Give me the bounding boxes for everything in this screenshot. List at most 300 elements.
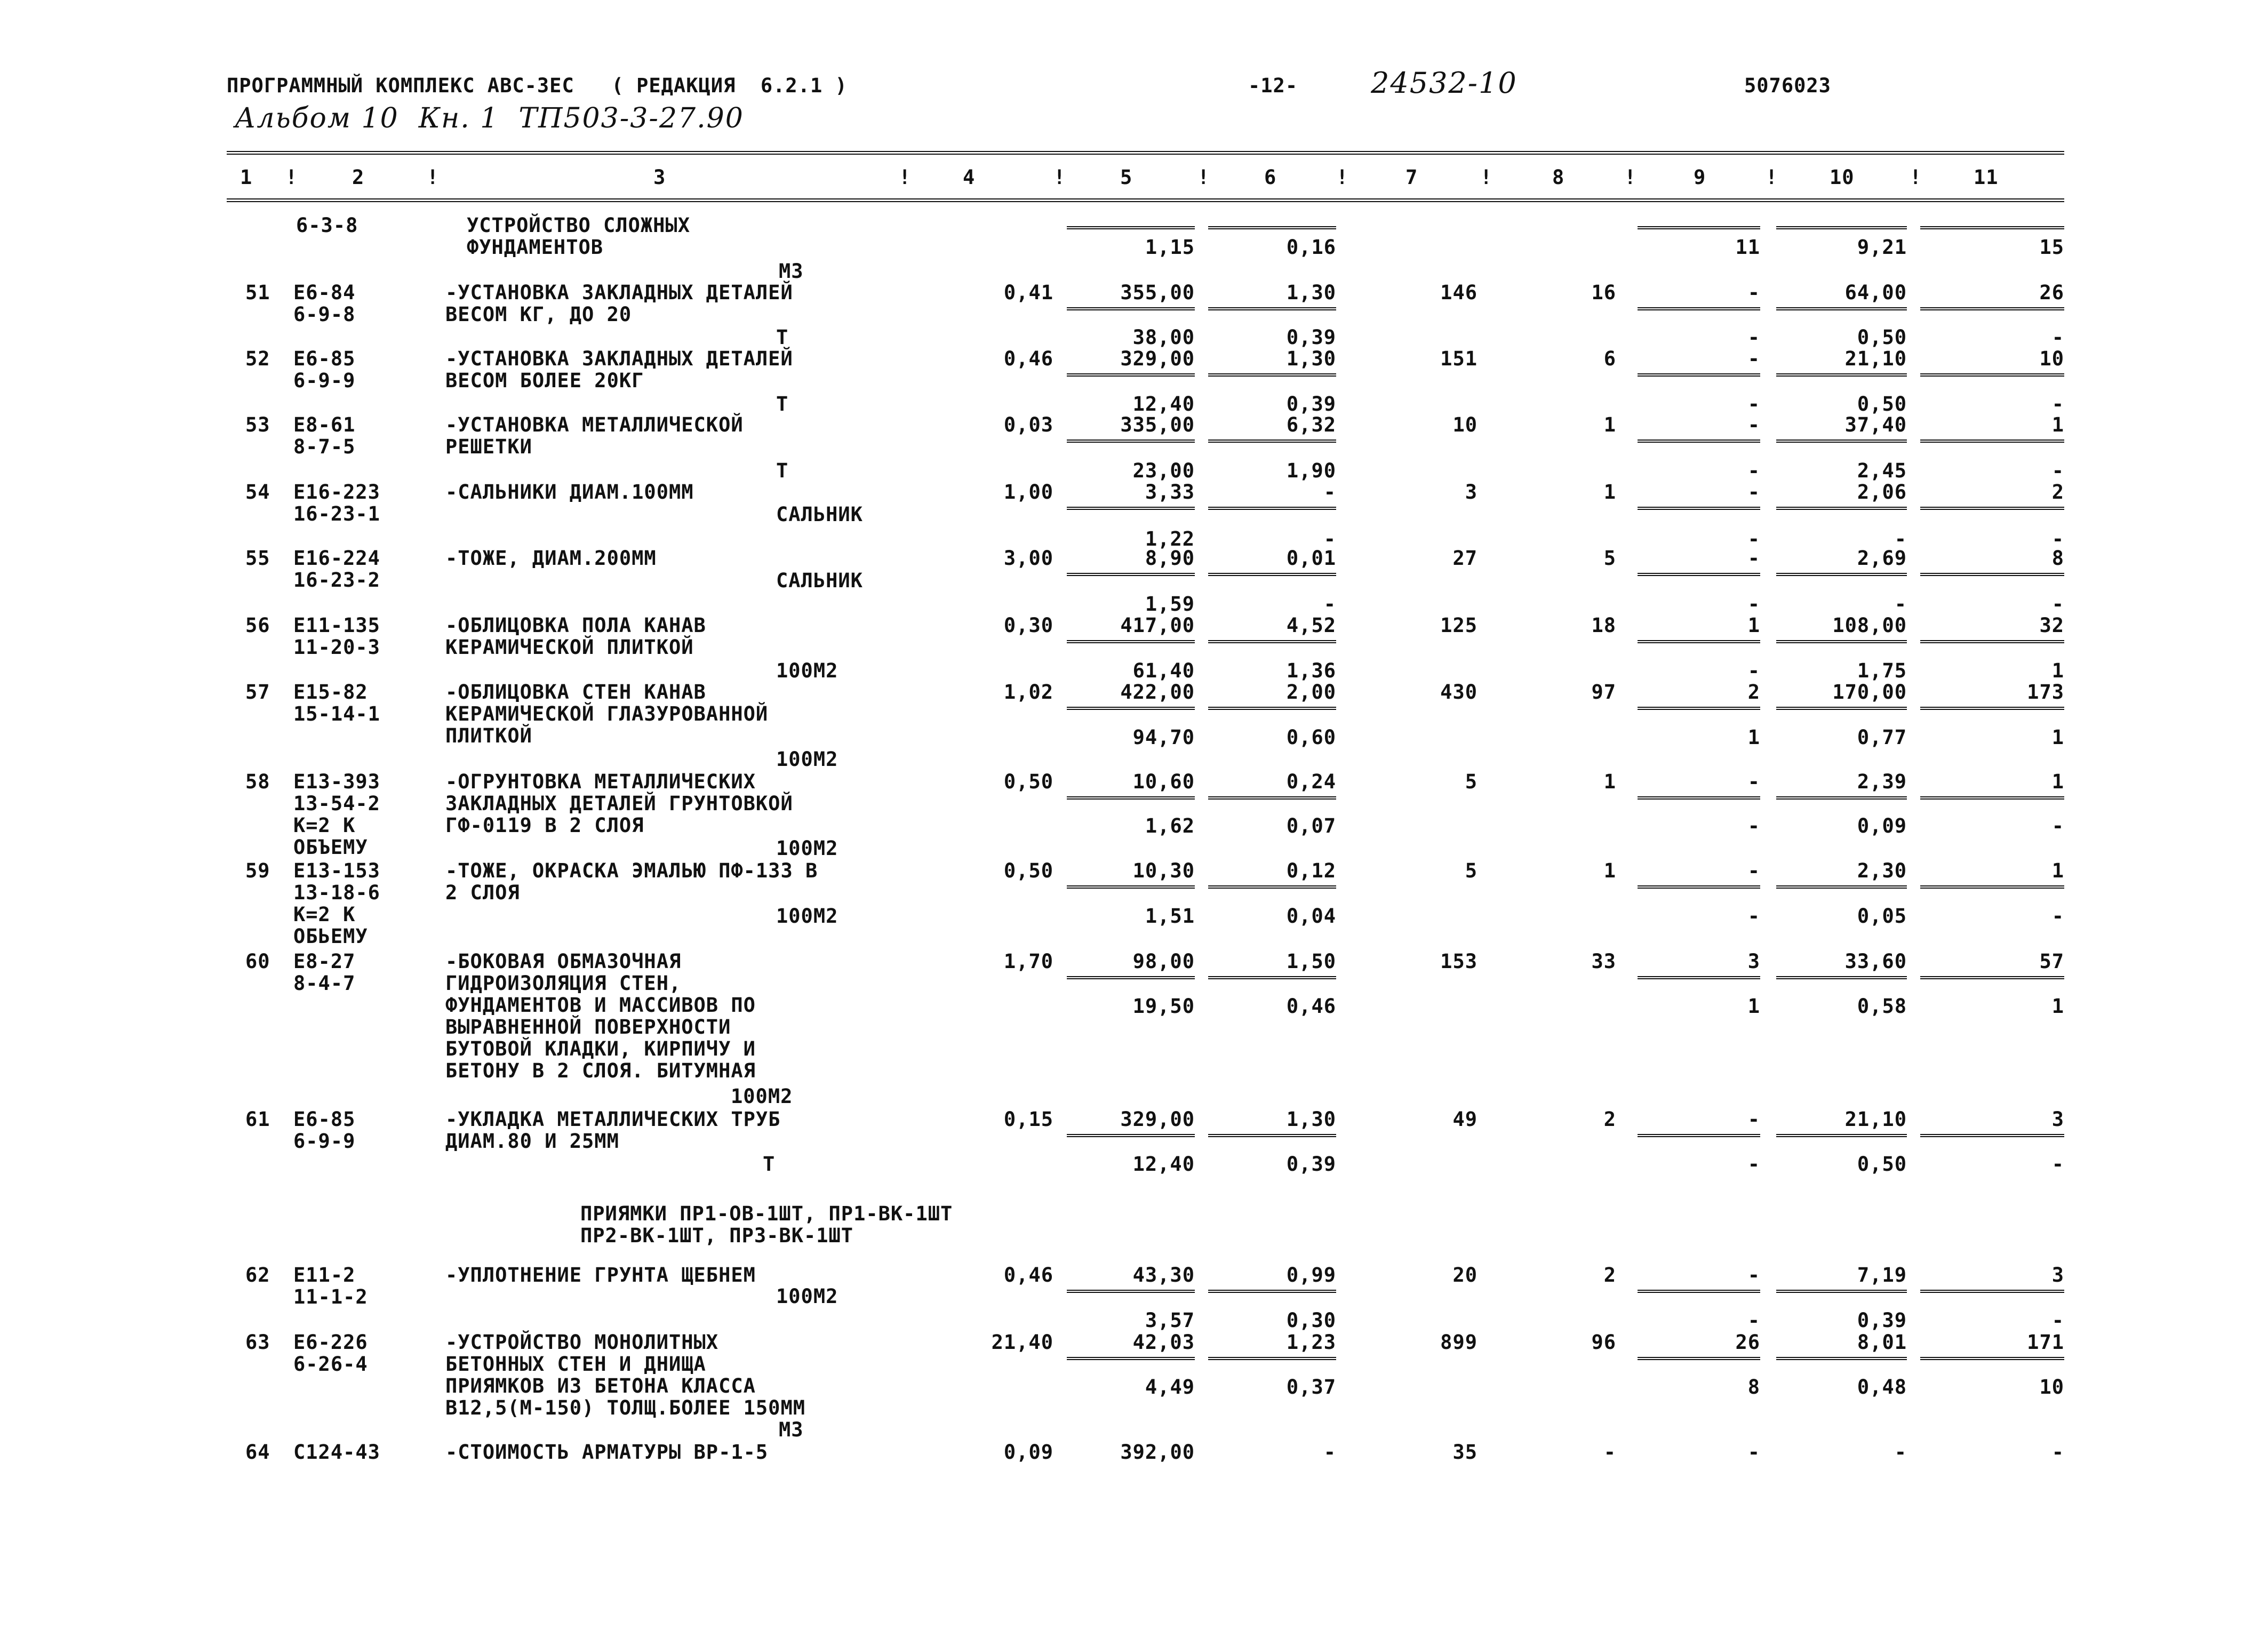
row-desc: ПРИЯМКОВ ИЗ БЕТОНА КЛАССА <box>445 1375 756 1397</box>
cell-col6: 0,01 <box>1286 547 1336 570</box>
cell-divider <box>1067 507 1195 510</box>
cell-col11: 3 <box>2051 1108 2064 1131</box>
cell-col6: 6,32 <box>1286 413 1336 436</box>
row-code: 15-14-1 <box>293 702 380 725</box>
cell-col7: 3 <box>1465 481 1478 504</box>
row-desc: КЕРАМИЧЕСКОЙ ПЛИТКОЙ <box>445 636 694 659</box>
cell-col6-b: 0,16 <box>1286 236 1336 259</box>
cell-col11-b: 1 <box>2051 726 2064 749</box>
cell-col11-b: - <box>2051 814 2064 837</box>
cell-col10: 37,40 <box>1844 413 1907 436</box>
cell-col7: 430 <box>1440 681 1478 704</box>
cell-col5: 329,00 <box>1120 1108 1195 1131</box>
cell-col8: 1 <box>1603 481 1616 504</box>
cell-col5-b: 61,40 <box>1132 659 1195 682</box>
cell-divider <box>1638 707 1760 710</box>
cell-col9: - <box>1747 1264 1760 1287</box>
row-desc: ВЕСОМ БОЛЕЕ 20КГ <box>445 369 644 392</box>
row-code: 6-9-9 <box>293 1130 356 1153</box>
cell-col4: 3,00 <box>1003 547 1053 570</box>
cell-col4: 0,46 <box>1003 1264 1053 1287</box>
cell-col10-b: 1,75 <box>1857 659 1907 682</box>
header-bottom-rule <box>227 198 2064 202</box>
cell-col5-b: 19,50 <box>1132 995 1195 1018</box>
cell-divider <box>1920 573 2064 576</box>
cell-col9: - <box>1747 547 1760 570</box>
cell-divider <box>1920 1290 2064 1293</box>
cell-col7: 146 <box>1440 281 1478 304</box>
cell-col6: 0,12 <box>1286 859 1336 882</box>
cell-col6-b: 0,37 <box>1286 1376 1336 1399</box>
cell-col4: 0,03 <box>1003 413 1053 436</box>
cell-col11-b: - <box>2051 528 2064 550</box>
cell-col10: 2,69 <box>1857 547 1907 570</box>
cell-col5: 10,30 <box>1132 859 1195 882</box>
row-code: К=2 К <box>293 903 356 926</box>
row-desc: КЕРАМИЧЕСКОЙ ГЛАЗУРОВАННОЙ <box>445 702 769 725</box>
cell-col7: 10 <box>1452 413 1478 436</box>
cell-col5: 42,03 <box>1132 1331 1195 1354</box>
cell-divider <box>1638 1134 1760 1137</box>
cell-col10-b: - <box>1894 528 1907 550</box>
cell-col5-b: 3,57 <box>1145 1309 1195 1332</box>
cell-col11: 1 <box>2051 413 2064 436</box>
row-number: 56 <box>245 614 270 637</box>
cell-col6: 1,23 <box>1286 1331 1336 1354</box>
cell-col9-b: - <box>1747 528 1760 550</box>
cell-col5-b: 4,49 <box>1145 1376 1195 1399</box>
cell-col5: 422,00 <box>1120 681 1195 704</box>
cell-col7: 153 <box>1440 950 1478 973</box>
row-unit: 100М2 <box>776 837 838 860</box>
cell-col5: 43,30 <box>1132 1264 1195 1287</box>
cell-col6: 1,50 <box>1286 950 1336 973</box>
cell-divider <box>1776 373 1907 377</box>
cell-col4: 0,30 <box>1003 614 1053 637</box>
cell-divider <box>1920 640 2064 643</box>
col-header: 7 <box>1405 166 1418 189</box>
cell-col5: 3,33 <box>1145 481 1195 504</box>
cell-col9-b: - <box>1747 326 1760 349</box>
cell-col5-b: 23,00 <box>1132 459 1195 482</box>
cell-col4: 0,15 <box>1003 1108 1053 1131</box>
row-desc: ГФ-0119 В 2 СЛОЯ <box>445 814 644 837</box>
cell-col10: 2,06 <box>1857 481 1907 504</box>
col-header: 1 <box>240 166 253 189</box>
cell-col9-b: - <box>1747 393 1760 416</box>
col-header: 5 <box>1120 166 1133 189</box>
row-code: 6-3-8 <box>296 214 358 237</box>
col-header: 4 <box>963 166 976 189</box>
row-desc: ФУНДАМЕНТОВ И МАССИВОВ ПО <box>445 994 756 1017</box>
cell-col8: 18 <box>1591 614 1616 637</box>
col-header: 6 <box>1264 166 1277 189</box>
cell-col9: 26 <box>1735 1331 1760 1354</box>
cell-col7: 5 <box>1465 859 1478 882</box>
cell-divider <box>1067 1290 1195 1293</box>
cell-divider <box>1208 796 1336 800</box>
cell-divider <box>1067 796 1195 800</box>
row-desc: -УКЛАДКА МЕТАЛЛИЧЕСКИХ ТРУБ <box>445 1108 781 1131</box>
cell-col8: 2 <box>1603 1108 1616 1131</box>
cell-divider <box>1638 976 1760 979</box>
cell-col10: 21,10 <box>1844 1108 1907 1131</box>
cell-col10: 21,10 <box>1844 347 1907 370</box>
cell-divider <box>1638 373 1760 377</box>
row-code: С124-43 <box>293 1441 380 1464</box>
cell-divider <box>1638 507 1760 510</box>
row-code: Е15-82 <box>293 681 368 704</box>
col-header: 10 <box>1830 166 1855 189</box>
cell-col9-b: - <box>1747 1309 1760 1332</box>
row-unit: 100М2 <box>731 1085 793 1108</box>
cell-col5: 417,00 <box>1120 614 1195 637</box>
row-desc: ДИАМ.80 И 25ММ <box>445 1130 619 1153</box>
cell-col10-b: 0,77 <box>1857 726 1907 749</box>
col-header: 2 <box>352 166 365 189</box>
cell-col6-b: - <box>1323 528 1336 550</box>
row-desc: -ОБЛИЦОВКА СТЕН КАНАВ <box>445 681 706 704</box>
cell-col9-b: - <box>1747 1153 1760 1176</box>
row-unit: М3 <box>779 260 804 283</box>
cell-col5-b: 94,70 <box>1132 726 1195 749</box>
cell-col5: 10,60 <box>1132 770 1195 793</box>
row-desc: БЕТОНУ В 2 СЛОЯ. БИТУМНАЯ <box>445 1059 756 1082</box>
cell-col8: - <box>1603 1441 1616 1464</box>
cell-divider <box>1776 1357 1907 1360</box>
row-code: Е6-85 <box>293 347 356 370</box>
document-number: 24532-10 <box>1371 66 1518 100</box>
cell-col9-b: - <box>1747 459 1760 482</box>
cell-col11: - <box>2051 1441 2064 1464</box>
row-desc: РЕШЕТКИ <box>445 435 532 458</box>
row-code: 8-7-5 <box>293 435 356 458</box>
cell-divider <box>1776 573 1907 576</box>
cell-col11: 2 <box>2051 481 2064 504</box>
cell-divider <box>1208 885 1336 889</box>
cell-col9: 3 <box>1747 950 1760 973</box>
cell-col10: 64,00 <box>1844 281 1907 304</box>
row-desc: -УСТАНОВКА МЕТАЛЛИЧЕСКОЙ <box>445 413 744 436</box>
cell-col11-b: - <box>2051 459 2064 482</box>
row-desc: ВЕСОМ КГ, ДО 20 <box>445 303 632 326</box>
row-desc: ГИДРОИЗОЛЯЦИЯ СТЕН, <box>445 972 682 995</box>
cell-col10-b: 0,50 <box>1857 326 1907 349</box>
cell-col11-b: 15 <box>2039 236 2064 259</box>
cell-divider <box>1920 1134 2064 1137</box>
cell-col9: - <box>1747 859 1760 882</box>
cell-col9: - <box>1747 1108 1760 1131</box>
row-code: 16-23-1 <box>293 502 380 525</box>
cell-col11: 8 <box>2051 547 2064 570</box>
col-header: 3 <box>653 166 666 189</box>
col-header: 11 <box>1974 166 1999 189</box>
cell-col5: 335,00 <box>1120 413 1195 436</box>
cell-divider <box>1208 640 1336 643</box>
cell-divider <box>1208 1357 1336 1360</box>
cell-col10-b: 0,58 <box>1857 995 1907 1018</box>
cell-divider <box>1208 707 1336 710</box>
cell-col5: 8,90 <box>1145 547 1195 570</box>
cell-col10-b: 0,05 <box>1857 905 1907 928</box>
row-desc: ВЫРАВНЕННОЙ ПОВЕРХНОСТИ <box>445 1016 731 1038</box>
row-desc: -САЛЬНИКИ ДИАМ.100ММ <box>445 481 694 504</box>
cell-col10: 33,60 <box>1844 950 1907 973</box>
cell-col8: 96 <box>1591 1331 1616 1354</box>
cell-col4: 21,40 <box>991 1331 1053 1354</box>
cell-divider <box>1638 1290 1760 1293</box>
cell-col10-b: 0,39 <box>1857 1309 1907 1332</box>
row-code: Е11-135 <box>293 614 380 637</box>
cell-col10: 7,19 <box>1857 1264 1907 1287</box>
cell-col10-b: 2,45 <box>1857 459 1907 482</box>
page-number: -12- <box>1248 74 1298 97</box>
cell-col5-b: 12,40 <box>1132 1153 1195 1176</box>
cell-col11-b: - <box>2051 326 2064 349</box>
cell-col9-b: - <box>1747 593 1760 616</box>
cell-col9-b: 1 <box>1747 726 1760 749</box>
cell-col6-b: 0,39 <box>1286 393 1336 416</box>
cell-col7: 49 <box>1452 1108 1478 1131</box>
cell-col6: - <box>1323 1441 1336 1464</box>
header-top-rule <box>227 151 2064 155</box>
cell-col6: 1,30 <box>1286 1108 1336 1131</box>
document-code: 5076023 <box>1744 74 1831 97</box>
row-number: 54 <box>245 481 270 504</box>
cell-divider <box>1638 796 1760 800</box>
cell-col9: 2 <box>1747 681 1760 704</box>
row-unit: САЛЬНИК <box>776 569 863 592</box>
col-separator: ! <box>1480 166 1493 189</box>
cell-col7: 5 <box>1465 770 1478 793</box>
row-code: 8-4-7 <box>293 972 356 995</box>
col-separator: ! <box>1910 166 1922 189</box>
row-desc: -ОБЛИЦОВКА ПОЛА КАНАВ <box>445 614 706 637</box>
row-desc: БЕТОННЫХ СТЕН И ДНИЩА <box>445 1353 706 1376</box>
cell-col10: 2,39 <box>1857 770 1907 793</box>
row-code: 6-9-8 <box>293 303 356 326</box>
section-heading: ПРИЯМКИ ПР1-ОВ-1ШТ, ПР1-ВК-1ШТ <box>580 1202 953 1225</box>
cell-divider <box>1776 640 1907 643</box>
cell-divider <box>1776 507 1907 510</box>
cell-col10-b: 0,50 <box>1857 1153 1907 1176</box>
cell-divider <box>1776 440 1907 443</box>
row-desc: ПЛИТКОЙ <box>445 724 532 747</box>
row-code: 11-20-3 <box>293 636 380 659</box>
cell-divider <box>1067 976 1195 979</box>
row-desc: 2 СЛОЯ <box>445 881 520 904</box>
cell-divider <box>1920 796 2064 800</box>
cell-divider <box>1067 1357 1195 1360</box>
cell-divider <box>1776 796 1907 800</box>
row-unit: 100М2 <box>776 659 838 682</box>
cell-col8: 2 <box>1603 1264 1616 1287</box>
row-code: Е11-2 <box>293 1264 356 1287</box>
row-number: 64 <box>245 1441 270 1464</box>
col-separator: ! <box>285 166 298 189</box>
row-code: Е6-85 <box>293 1108 356 1131</box>
row-unit: 100М2 <box>776 748 838 771</box>
cell-divider <box>1776 885 1907 889</box>
cell-col6: 0,99 <box>1286 1264 1336 1287</box>
cell-col7: 20 <box>1452 1264 1478 1287</box>
cell-col5-b: 12,40 <box>1132 393 1195 416</box>
row-desc: -УСТРОЙСТВО МОНОЛИТНЫХ <box>445 1331 719 1354</box>
cell-divider <box>1208 307 1336 310</box>
cell-col11: 26 <box>2039 281 2064 304</box>
cell-divider <box>1067 373 1195 377</box>
row-desc: В12,5(М-150) ТОЛЩ.БОЛЕЕ 150ММ <box>445 1396 806 1419</box>
cell-divider <box>1776 976 1907 979</box>
cell-divider <box>1067 640 1195 643</box>
row-code: Е13-393 <box>293 770 380 793</box>
row-unit: САЛЬНИК <box>776 503 863 526</box>
row-unit: М3 <box>779 1418 804 1441</box>
cell-divider <box>1208 507 1336 510</box>
cell-divider <box>1208 440 1336 443</box>
row-desc: БУТОВОЙ КЛАДКИ, КИРПИЧУ И <box>445 1037 756 1060</box>
cell-col9: - <box>1747 281 1760 304</box>
cell-col6-b: 0,46 <box>1286 995 1336 1018</box>
cell-col8: 6 <box>1603 347 1616 370</box>
row-code: ОБЬЕМУ <box>293 925 368 948</box>
cell-divider <box>1208 976 1336 979</box>
cell-divider <box>1920 707 2064 710</box>
row-desc: -СТОИМОСТЬ АРМАТУРЫ ВР-1-5 <box>445 1441 769 1464</box>
cell-col6: 2,00 <box>1286 681 1336 704</box>
row-code: Е16-223 <box>293 481 380 504</box>
row-number: 59 <box>245 859 270 882</box>
cell-col9-b: 8 <box>1747 1376 1760 1399</box>
cell-divider <box>1920 507 2064 510</box>
row-number: 55 <box>245 547 270 570</box>
cell-divider <box>1638 573 1760 576</box>
cell-col8: 16 <box>1591 281 1616 304</box>
cell-col10: 170,00 <box>1832 681 1907 704</box>
cell-col4: 1,00 <box>1003 481 1053 504</box>
row-number: 58 <box>245 770 270 793</box>
cell-divider <box>1920 885 2064 889</box>
cell-col5-b: 1,51 <box>1145 905 1195 928</box>
row-desc: -БОКОВАЯ ОБМАЗОЧНАЯ <box>445 950 682 973</box>
cell-col9: - <box>1747 413 1760 436</box>
cell-col11: 171 <box>2027 1331 2064 1354</box>
cell-col7: 125 <box>1440 614 1478 637</box>
col-separator: ! <box>1624 166 1637 189</box>
cell-col11-b: - <box>2051 1153 2064 1176</box>
row-desc: -ОГРУНТОВКА МЕТАЛЛИЧЕСКИХ <box>445 770 756 793</box>
cell-col9-b: 1 <box>1747 995 1760 1018</box>
row-code: ОБЪЕМУ <box>293 836 368 859</box>
cell-col4: 0,09 <box>1003 1441 1053 1464</box>
row-unit: Т <box>776 393 789 416</box>
cell-col8: 97 <box>1591 681 1616 704</box>
col-separator: ! <box>1336 166 1349 189</box>
cell-col8: 1 <box>1603 770 1616 793</box>
cell-divider <box>1920 1357 2064 1360</box>
cell-col4: 0,41 <box>1003 281 1053 304</box>
row-number: 61 <box>245 1108 270 1131</box>
row-unit: Т <box>776 326 789 349</box>
row-code: Е8-27 <box>293 950 356 973</box>
row-code: Е8-61 <box>293 413 356 436</box>
cell-col6: 4,52 <box>1286 614 1336 637</box>
row-number: 62 <box>245 1264 270 1287</box>
cell-divider <box>1067 440 1195 443</box>
cell-col4: 0,46 <box>1003 347 1053 370</box>
cell-col7: 151 <box>1440 347 1478 370</box>
cell-col7: 27 <box>1452 547 1478 570</box>
row-desc: ЗАКЛАДНЫХ ДЕТАЛЕЙ ГРУНТОВКОЙ <box>445 792 793 815</box>
row-code: 11-1-2 <box>293 1285 368 1308</box>
cell-divider <box>1638 1357 1760 1360</box>
cell-col5: 98,00 <box>1132 950 1195 973</box>
cell-col10-b: 0,50 <box>1857 393 1907 416</box>
cell-col11-b: 10 <box>2039 1376 2064 1399</box>
row-number: 60 <box>245 950 270 973</box>
cell-col4: 0,50 <box>1003 859 1053 882</box>
cell-col5: 329,00 <box>1120 347 1195 370</box>
cell-col9: - <box>1747 481 1760 504</box>
cell-col6-b: 1,36 <box>1286 659 1336 682</box>
cell-col8: 1 <box>1603 859 1616 882</box>
cell-col9-b: - <box>1747 814 1760 837</box>
cell-divider <box>1638 640 1760 643</box>
cell-col7: 35 <box>1452 1441 1478 1464</box>
cell-col11: 173 <box>2027 681 2064 704</box>
cell-col11: 10 <box>2039 347 2064 370</box>
cell-col11-b: 1 <box>2051 659 2064 682</box>
cell-col5: 392,00 <box>1120 1441 1195 1464</box>
cell-col5-b: 1,15 <box>1145 236 1195 259</box>
cell-col5-b: 1,62 <box>1145 814 1195 837</box>
cell-col6-b: 1,90 <box>1286 459 1336 482</box>
cell-col6-b: 0,30 <box>1286 1309 1336 1332</box>
cell-col6: - <box>1323 481 1336 504</box>
cell-col6-b: 0,04 <box>1286 905 1336 928</box>
cell-col11-b: - <box>2051 393 2064 416</box>
row-code: 6-9-9 <box>293 369 356 392</box>
row-desc: -ТОЖЕ, ДИАМ.200ММ <box>445 547 657 570</box>
cell-col11-b: - <box>2051 905 2064 928</box>
section-heading: ПР2-ВК-1ШТ, ПР3-ВК-1ШТ <box>580 1224 854 1247</box>
cell-divider <box>1208 1134 1336 1137</box>
cell-col4: 1,70 <box>1003 950 1053 973</box>
row-unit: Т <box>763 1153 776 1176</box>
row-desc: -УСТАНОВКА ЗАКЛАДНЫХ ДЕТАЛЕЙ <box>445 281 793 304</box>
cell-col9: 1 <box>1747 614 1760 637</box>
cell-col10: 2,30 <box>1857 859 1907 882</box>
cell-col10-b: 9,21 <box>1857 236 1907 259</box>
cell-col5-b: 1,22 <box>1145 528 1195 550</box>
cell-divider <box>1638 885 1760 889</box>
cell-col5-b: 1,59 <box>1145 593 1195 616</box>
cell-col10: 8,01 <box>1857 1331 1907 1354</box>
cell-col4: 1,02 <box>1003 681 1053 704</box>
cell-col7: 899 <box>1440 1331 1478 1354</box>
cell-col9: - <box>1747 1441 1760 1464</box>
cell-divider <box>1776 1290 1907 1293</box>
cell-col4: 0,50 <box>1003 770 1053 793</box>
album-reference: Альбом 10 Кн. 1 ТП503-3-27.90 <box>235 102 744 134</box>
cell-col6-b: 0,60 <box>1286 726 1336 749</box>
cell-col9-b: - <box>1747 905 1760 928</box>
cell-col11: 1 <box>2051 859 2064 882</box>
cell-col10-b: 0,48 <box>1857 1376 1907 1399</box>
cell-col8: 33 <box>1591 950 1616 973</box>
row-unit: 100М2 <box>776 1285 838 1308</box>
cell-col11-b: - <box>2051 593 2064 616</box>
